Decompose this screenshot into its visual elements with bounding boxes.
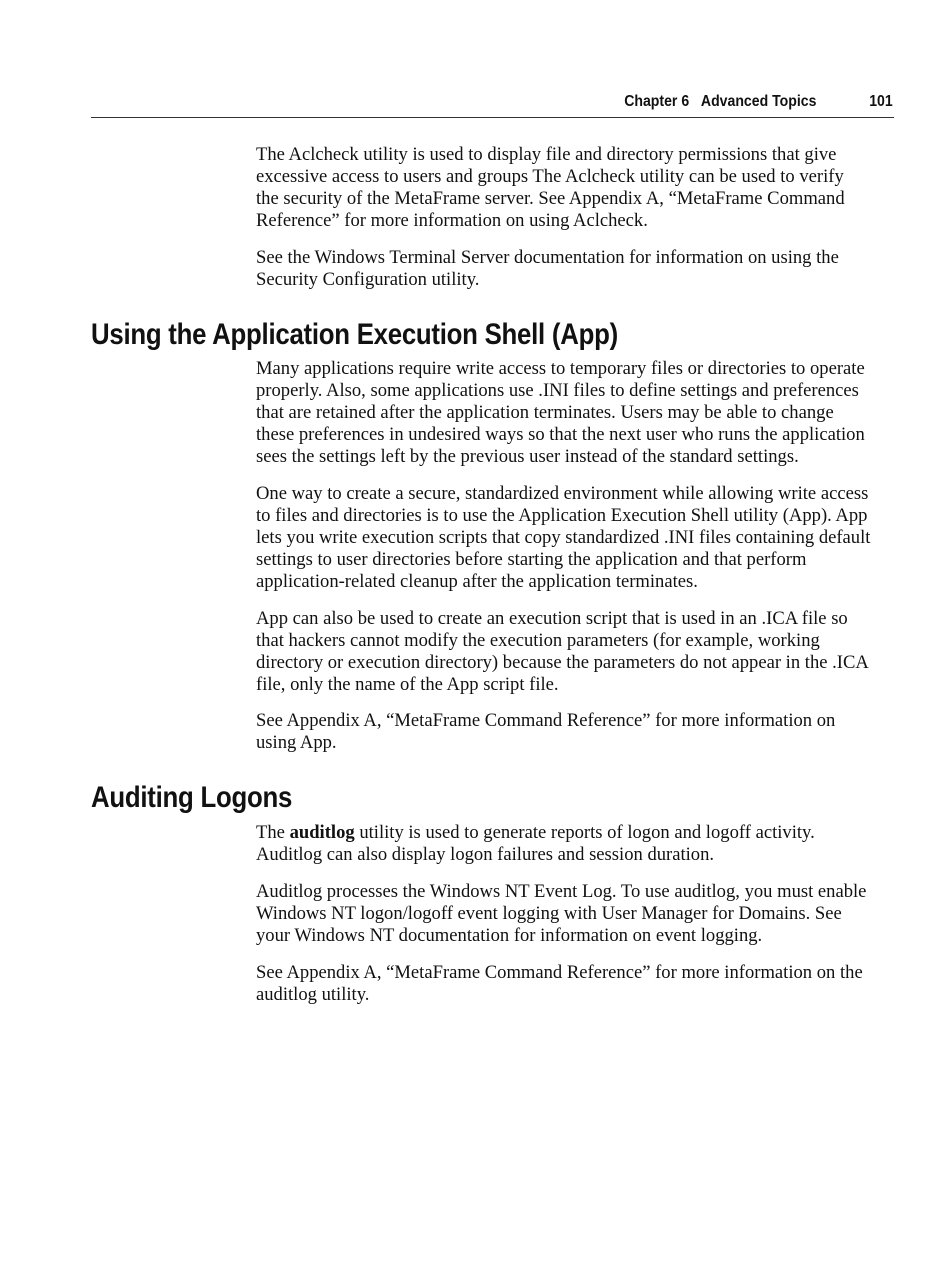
text-line: See Appendix A, “MetaFrame Command Reference” for more information on [256,710,836,731]
text-line: excessive access to users and groups The Aclcheck utility can be used to verify [256,166,844,187]
text-line: these preferences in undesired ways so that the next user who runs the application [256,424,865,445]
paragraph-app-ica [256,608,869,696]
paragraph-app-reference [256,710,835,754]
heading-auditing-logons: Auditing Logons [91,781,293,814]
auditlog-term: auditlog [289,822,355,843]
header-rule [91,117,894,118]
text-line: Many applications require write access to temporary files or directories to operate [256,358,865,379]
text-line: settings to user directories before starting the application and that perform [256,549,807,570]
section-label: Advanced Topics [700,93,816,110]
text-line: Reference” for more information on using Aclcheck. [256,210,648,231]
header-chapter [624,93,816,111]
text-line: directory or execution directory) because the parameters do not appear in the .ICA [256,652,869,673]
text-line: sees the settings left by the previous user instead of the standard settings. [256,446,799,467]
text-line: properly. Also, some applications use .INI files to define settings and preferences [256,380,859,401]
text-line: App can also be used to create an execution script that is used in an .ICA file so [256,608,848,629]
page-number: 101 [869,93,893,110]
text-line [256,822,815,844]
paragraph-aclcheck [256,144,845,232]
text-line: The Aclcheck utility is used to display file and directory permissions that give [256,144,837,165]
text-line: Windows NT logon/logoff event logging with User Manager for Domains. See [256,903,842,924]
paragraph-auditlog-intro [256,822,815,866]
text-line: using App. [256,732,337,753]
text-line: lets you write execution scripts that copy standardized .INI files containing default [256,527,871,548]
text-line: See Appendix A, “MetaFrame Command Reference” for more information on the [256,962,863,983]
text-line: file, only the name of the App script file. [256,674,559,695]
text-line: that are retained after the application terminates. Users may be able to change [256,402,834,423]
text-line: One way to create a secure, standardized environment while allowing write access [256,483,869,504]
text-line: See the Windows Terminal Server documentation for information on using the [256,247,839,268]
text-line: auditlog utility. [256,984,370,1005]
text-line: that hackers cannot modify the execution parameters (for example, working [256,630,820,651]
text-line: the security of the MetaFrame server. See Appendix A, “MetaFrame Command [256,188,845,209]
text-line: application-related cleanup after the application terminates. [256,571,698,592]
paragraph-auditlog-reference [256,962,863,1006]
text: The [256,822,290,843]
text-line: to files and directories is to use the Application Execution Shell utility (App). App [256,505,868,526]
heading-app-shell: Using the Application Execution Shell (App) [91,318,618,351]
paragraph-security-config [256,247,839,291]
text-line: Security Configuration utility. [256,269,480,290]
text-line: your Windows NT documentation for information on event logging. [256,925,763,946]
text-line: Auditlog can also display logon failures and session duration. [256,844,715,865]
paragraph-app-secure [256,483,870,593]
paragraph-app-intro [256,358,865,468]
paragraph-auditlog-eventlog [256,881,866,947]
text-line: Auditlog processes the Windows NT Event Log. To use auditlog, you must enable [256,881,867,902]
chapter-label: Chapter 6 [623,93,689,110]
text: utility is used to generate reports of logon and logoff activity. [354,822,815,843]
